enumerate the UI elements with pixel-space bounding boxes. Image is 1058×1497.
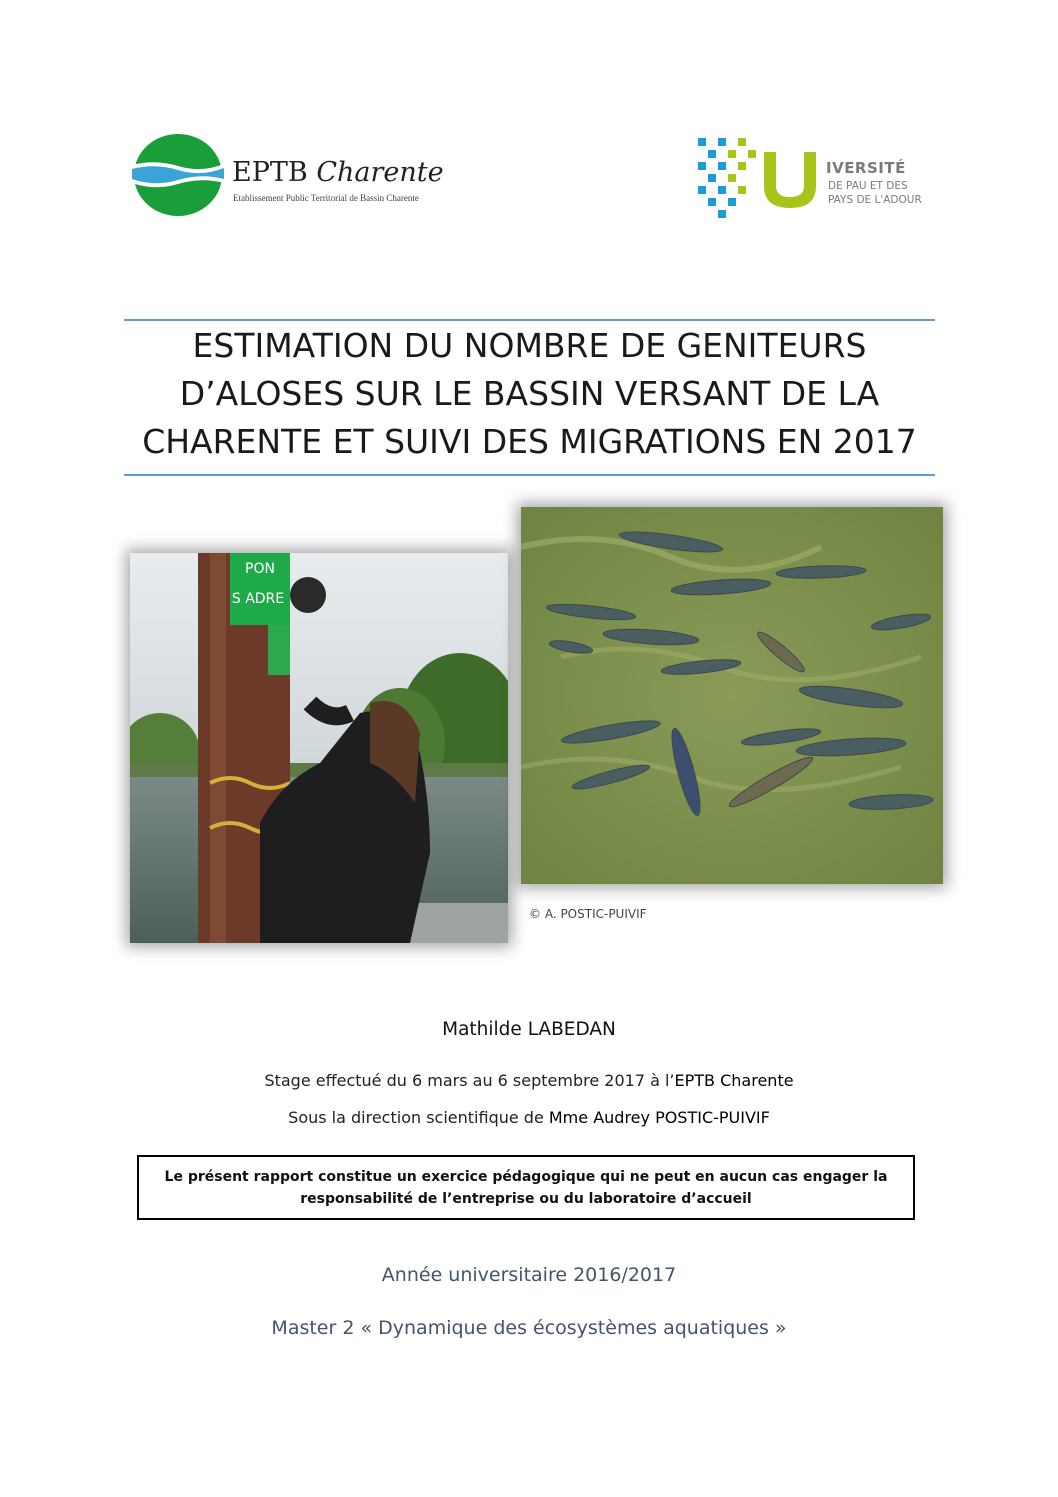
internship-period: Stage effectué du 6 mars au 6 septembre 2017 à l’EPTB Charente: [264, 1071, 794, 1090]
eptb-emblem-icon: [132, 133, 224, 217]
university-u-icon: [756, 150, 826, 210]
eptb-logo: [132, 133, 452, 219]
title-line-2: D’ALOSES SUR LE BASSIN VERSANT DE LA: [179, 374, 880, 413]
title-line-3: CHARENTE ET SUIVI DES MIGRATIONS EN 2017: [142, 422, 917, 461]
author-name: Mathilde LABEDAN: [442, 1019, 616, 1040]
photo-credit: © A. POSTIC-PUIVIF: [529, 907, 647, 921]
eptb-subtitle: Etablissement Public Territorial de Bassin Charente: [233, 193, 419, 203]
university-logo: [698, 134, 938, 224]
svg-text:S ADRE: S ADRE: [231, 591, 285, 607]
title-line-1: ESTIMATION DU NOMBRE DE GENITEURS: [192, 326, 867, 365]
disclaimer-box: [137, 1155, 915, 1220]
academic-year: Année universitaire 2016/2017: [381, 1264, 677, 1286]
university-line3: PAYS DE L'ADOUR: [828, 194, 922, 206]
photo-woman-at-pole: [130, 553, 508, 943]
supervisor-name: Mme Audrey POSTIC-PUIVIF: [548, 1108, 770, 1127]
disclaimer-line-2: responsabilité de l’entreprise ou du laboratoire d’accueil: [300, 1191, 752, 1207]
svg-text:PON: PON: [245, 561, 275, 577]
title-rule-top: [124, 319, 935, 321]
university-line2: DE PAU ET DES: [828, 180, 908, 192]
disclaimer-line-1: Le présent rapport constitue un exercice pédagogique qui ne peut en aucun cas engager la: [164, 1169, 888, 1185]
eptb-name: EPTB Charente: [232, 157, 444, 188]
supervision-line: Sous la direction scientifique de Mme Audrey POSTIC-PUIVIF: [288, 1108, 770, 1127]
photo-shad-fish: [521, 507, 943, 884]
title-rule-bottom: [124, 474, 935, 476]
host-organization: EPTB Charente: [674, 1071, 794, 1090]
document-title: [124, 322, 935, 466]
degree-program: Master 2 « Dynamique des écosystèmes aquatiques »: [271, 1317, 787, 1339]
university-name: IVERSITÉ: [826, 159, 906, 177]
